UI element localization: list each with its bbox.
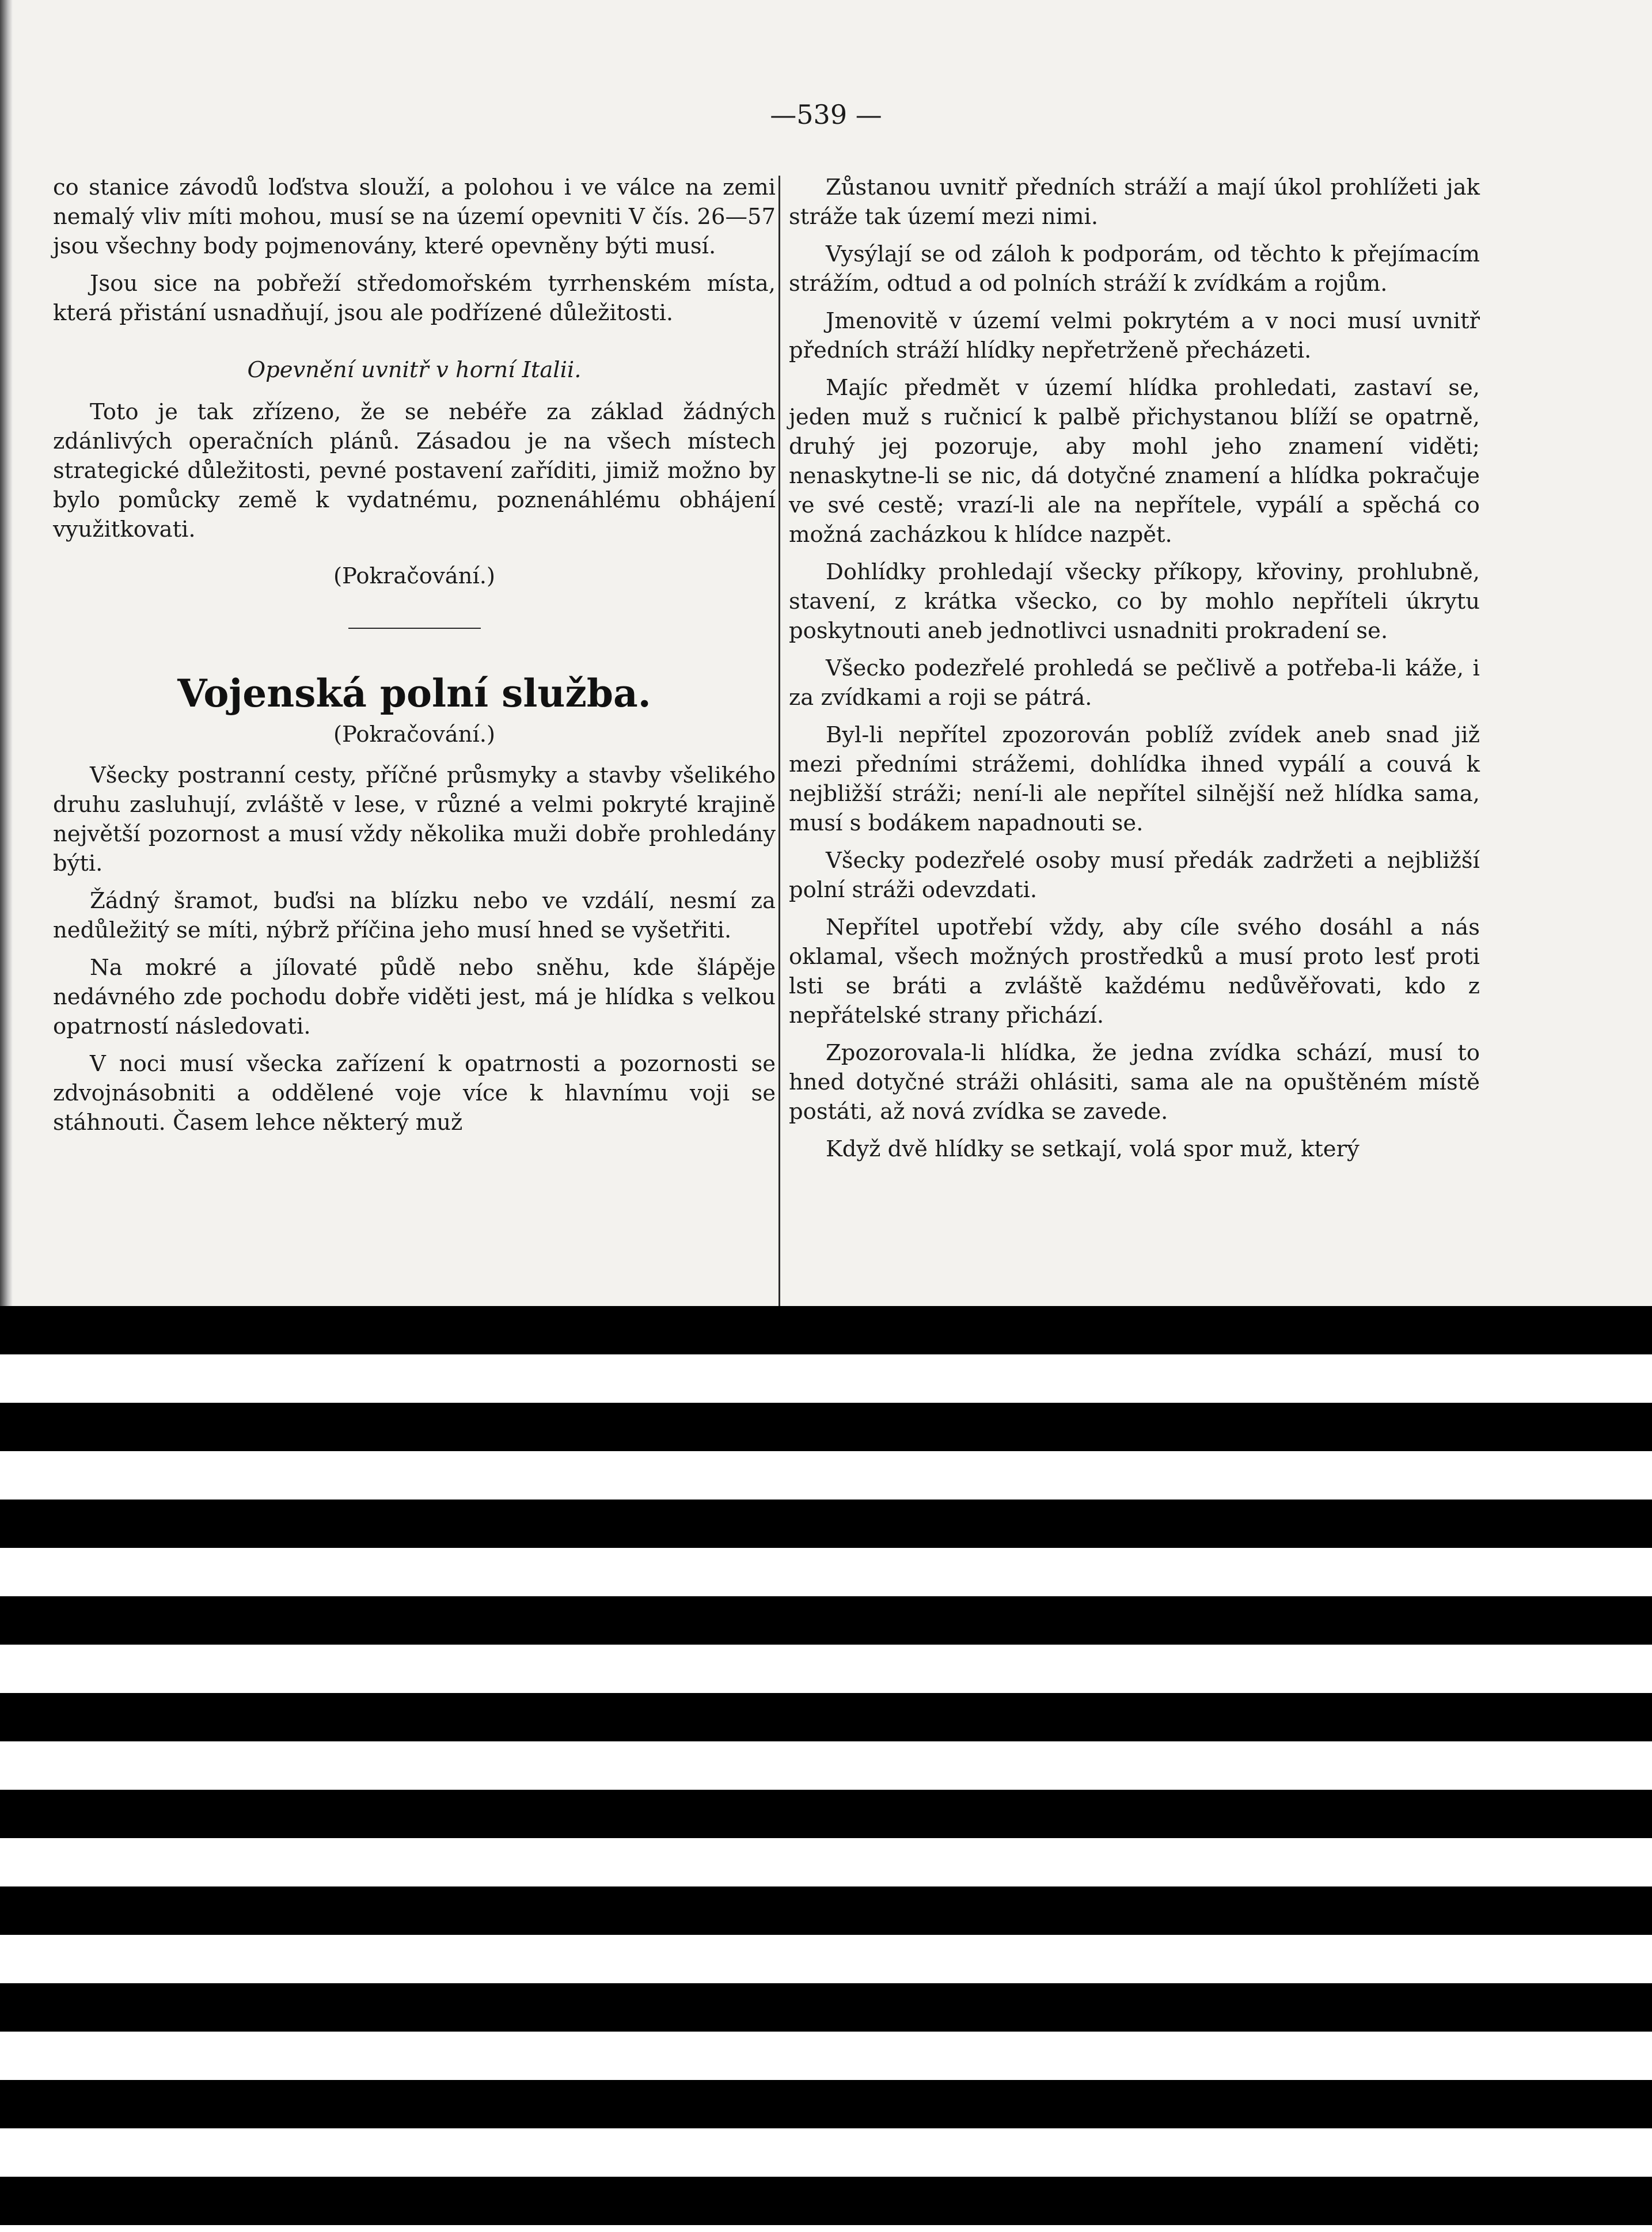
continued-note: (Pokračování.): [333, 722, 496, 747]
black-stripe: [0, 2080, 1652, 2128]
paragraph: Dohlídky prohledají všecky příkopy, křoviny, prohlubně, stavení, z krátka všecko, co by mohlo nepříteli úkrytu poskytnouti aneb jednotlivci usnadniti prokradení se.: [789, 559, 1480, 644]
black-stripe: [0, 1693, 1652, 1741]
redaction-stripes: [0, 1306, 1652, 2232]
paragraph: Toto je tak zřízeno, že se nebéře za základ žádných zdánlivých operačních plánů. Zásadou je na všech místech strategické důležitosti, pevné postavení zaříditi, jimiž možno by bylo pomůcky země k vydatnému, poznenáhlému obhájení využitkovati.: [53, 399, 776, 542]
black-stripe: [0, 1983, 1652, 2032]
continued-note: (Pokračování.): [333, 563, 496, 589]
paragraph: Žádný šramot, buďsi na blízku nebo ve vzdálí, nesmí za nedůležitý se míti, nýbrž příčina jeho musí hned se vyšetřiti.: [53, 888, 776, 943]
section-divider-rule: [348, 628, 481, 629]
black-stripe: [0, 1790, 1652, 1838]
paragraph: Byl-li nepřítel zpozorován poblíž zvídek aneb snad již mezi předními strážemi, dohlídka ihned vypálí a couvá k nejbližší stráži; není-li ale nepřítel silnější než hlídka sama, musí s bodákem napadnouti se.: [789, 722, 1480, 836]
black-stripe: [0, 1886, 1652, 1935]
right-column: [789, 173, 1480, 1172]
paragraph: Všecky postranní cesty, příčné průsmyky a stavby všelikého druhu zasluhují, zvláště v lese, v různé a velmi pokryté krajině největší pozornost a musí vždy několika muži dobře prohledány býti.: [53, 762, 776, 876]
paragraph: Nepřítel upotřebí vždy, aby cíle svého dosáhl a nás oklamal, všech možných prostředků a musí proto lesť proti lsti se bráti a zvláště každému nedůvěřovati, kdo z nepřátelské strany přichází.: [789, 914, 1480, 1028]
paragraph: V noci musí všecka zařízení k opatrnosti a pozornosti se zdvojnásobniti a oddělené voje více k hlavnímu voji se stáhnouti. Časem lehce některý muž: [53, 1051, 776, 1136]
black-stripe: [0, 1403, 1652, 1451]
paragraph: Když dvě hlídky se setkají, volá spor muž, který: [826, 1136, 1359, 1162]
page-number: —539 —: [770, 99, 882, 130]
black-stripe: [0, 1306, 1652, 1354]
paragraph: Všecky podezřelé osoby musí předák zadržeti a nejbližší polní stráži odevzdati.: [789, 848, 1480, 903]
black-stripe: [0, 1596, 1652, 1645]
left-column: [53, 173, 776, 1145]
paragraph: Zůstanou uvnitř předních stráží a mají úkol prohlížeti jak stráže tak území mezi nimi.: [789, 174, 1480, 230]
paragraph: Všecko podezřelé prohledá se pečlivě a potřeba-li káže, i za zvídkami a roji se pátrá.: [789, 655, 1480, 711]
paragraph: co stanice závodů loďstva slouží, a polohou i ve válce na zemi nemalý vliv míti mohou, musí se na území opevniti V čís. 26—57 jsou všechny body pojmenovány, které opevněny býti musí.: [53, 174, 776, 259]
column-divider: [778, 176, 780, 1306]
page-left-edge-shadow: [0, 0, 13, 1306]
black-stripe: [0, 2177, 1652, 2225]
paragraph: Na mokré a jílovaté půdě nebo sněhu, kde šlápěje nedávného zde pochodu dobře viděti jest, má je hlídka s velkou opatrností následovati.: [53, 955, 776, 1039]
paragraph: Jsou sice na pobřeží středomořském tyrrhenském místa, která přistání usnadňují, jsou ale podřízené důležitosti.: [53, 271, 776, 326]
paragraph: Jmenovitě v území velmi pokrytém a v noci musí uvnitř předních stráží hlídky nepřetrženě přecházeti.: [789, 308, 1480, 363]
paragraph: Majíc předmět v území hlídka prohledati, zastaví se, jeden muž s ručnicí k palbě přichystanou blíží se opatrně, druhý jej pozoruje, aby mohl jeho znamení viděti; nenaskytne-li se nic, dá dotyčné znamení a hlídka pokračuje ve své cestě; vrazí-li ale na nepřítele, vypálí a spěchá co možná zacházkou k hlídce nazpět.: [789, 375, 1480, 548]
article-title: Vojenská polní služba.: [177, 671, 651, 716]
black-stripe: [0, 1500, 1652, 1548]
section-subheading: Opevnění uvnitř v horní Italii.: [247, 357, 582, 383]
paragraph: Vysýlají se od záloh k podporám, od těchto k přejímacím strážím, odtud a od polních stráží k zvídkám a rojům.: [789, 241, 1480, 297]
paragraph: Zpozorovala-li hlídka, že jedna zvídka schází, musí to hned dotyčné stráži ohlásiti, sama ale na opuštěném místě postáti, až nová zvídka se zavede.: [789, 1040, 1480, 1125]
